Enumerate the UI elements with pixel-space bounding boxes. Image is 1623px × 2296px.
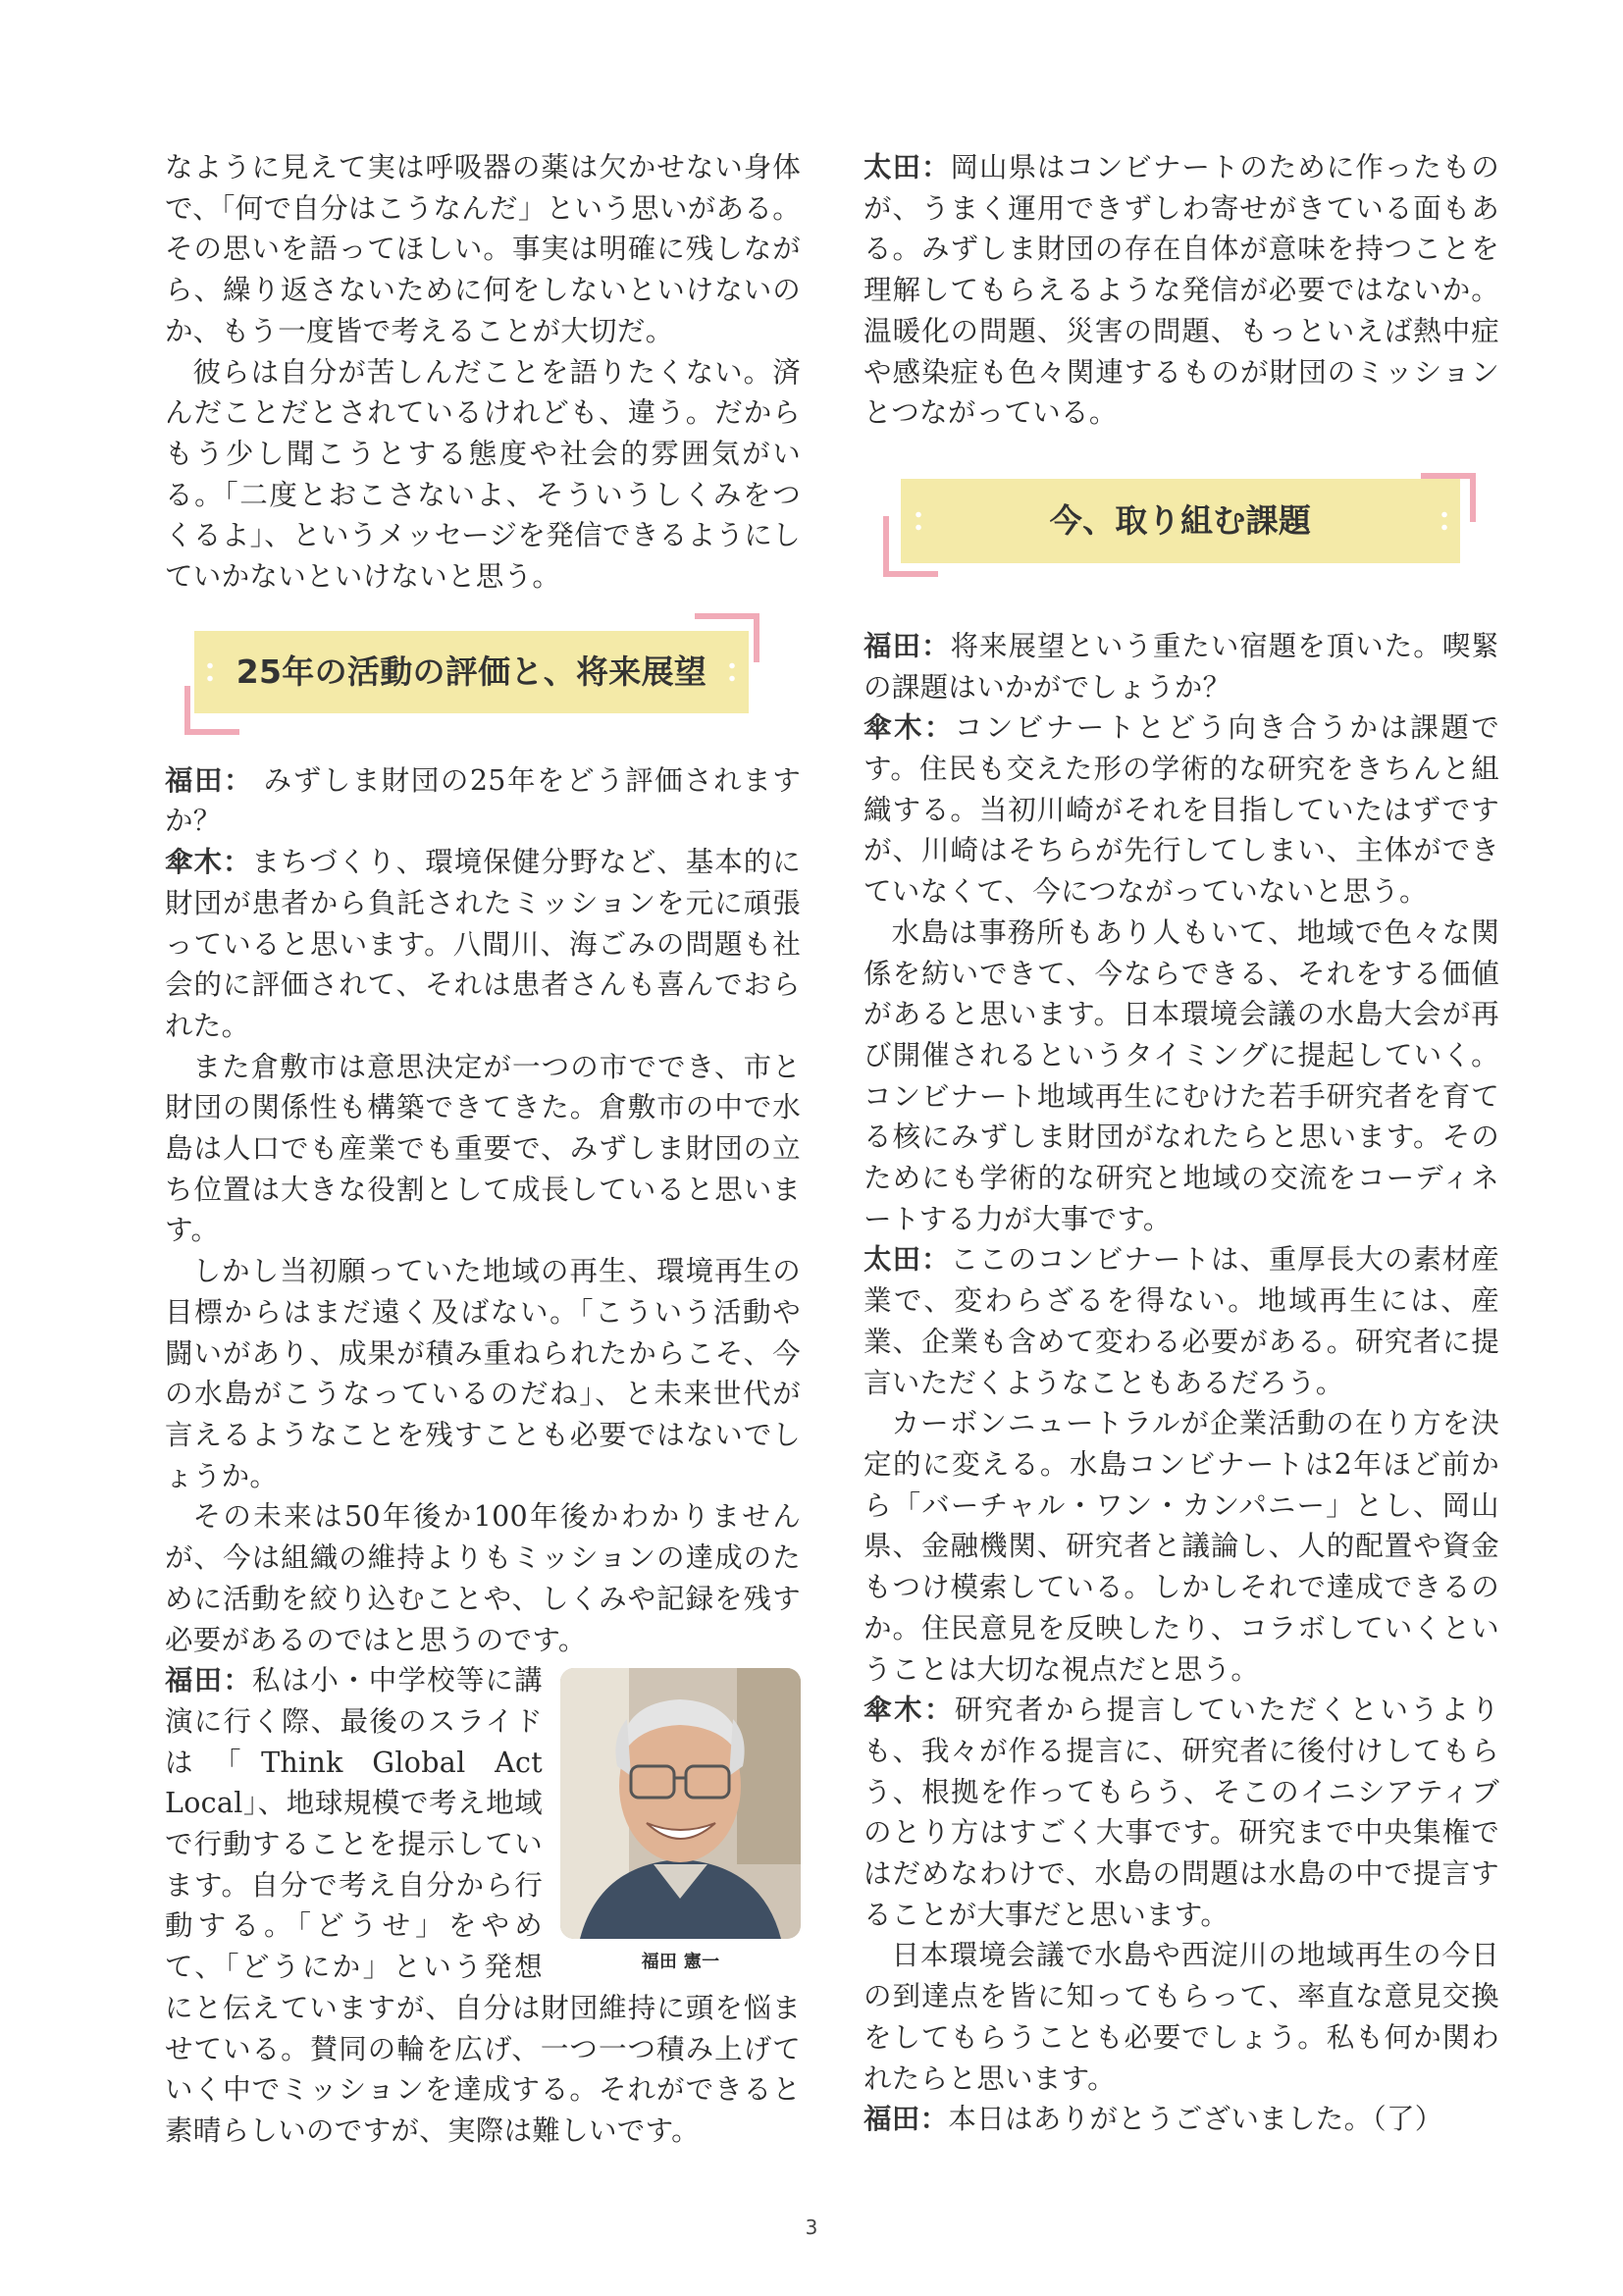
dialogue-text: 研究者から提言していただくというよりも、我々が作る提言に、研究者に後付けしてもらう、根拠を作ってもらう、そこのイニシアティブのとり方はすごく大事です。研究まで中央集権ではだめなわけで、水島の問題は水島の中で提言することが大事だと思います。	[864, 1694, 1500, 1931]
section-heading-left	[165, 598, 801, 760]
portrait-illustration	[560, 1668, 801, 1939]
dialogue-text: 私は小・中学校等に講演に行く際、最後のスライドは「Think Global Act Local」、地球規模で考え地域で行動することを提示しています。自分で考え自分から行動する。「どうせ」をやめて、「どうにか」という発想にと伝えていますが、自分は財団維持に頭を悩ませている。賛同の輪を広げ、一つ一つ積み上げていく中でミッションを達成する。それができると素晴らしいのですが、実際は難しいです。	[165, 1664, 801, 2147]
portrait-photo	[560, 1668, 801, 1939]
section-heading-box	[194, 631, 749, 713]
dialogue-text: ここのコンビナートは、重厚長大の素材産業で、変わらざるを得ない。地域再生には、産業、企業も含めて変わる必要がある。研究者に提言いただくようなこともあるだろう。	[864, 1243, 1500, 1399]
dialogue-block-with-photo	[165, 1660, 801, 2151]
dialogue-block	[864, 626, 1499, 707]
dialogue-block	[165, 842, 801, 1047]
speaker-label: 太田：	[864, 1243, 951, 1277]
dialogue-block	[864, 1403, 1499, 1690]
dialogue-block	[864, 707, 1499, 913]
speaker-label: 福田：	[864, 629, 951, 662]
dots-decoration	[913, 508, 924, 534]
speaker-label: 傘木：	[864, 711, 955, 745]
intro-paragraph: なように見えて実は呼吸器の薬は欠かせない身体で、「何で自分はこうなんだ」という思いがある。その思いを語ってほしい。事実は明確に残しながら、繰り返さないために何をしないといけないのか、もう一度皆で考えることが大切だ。	[165, 151, 801, 347]
dots-decoration	[1439, 508, 1450, 534]
speaker-label: 傘木：	[864, 1694, 955, 1727]
dialogue-text: 水島は事務所もあり人もいて、地域で色々な関係を紡いできて、今ならできる、それをする価値があると思います。日本環境会議の水島大会が再び開催されるというタイミングに提起していく。コンビナート地域再生にむけた若手研究者を育てる核にみずしま財団がなれたらと思います。そのためにも学術的な研究と地域の交流をコーディネートする力が大事です。	[864, 915, 1499, 1235]
intro-paragraph: 彼らは自分が苦しんだことを語りたくない。済んだことだとされているけれども、違う。だからもう少し聞こうとする態度や社会的雰囲気がいる。「二度とおこさないよ、そういうしくみをつくるよ」、というメッセージを発信できるようにしていかないといけないと思う。	[165, 355, 801, 594]
section-heading-text: 25年の活動の評価と、将来展望	[236, 652, 707, 691]
dialogue-block	[864, 913, 1499, 1240]
dialogue-text: カーボンニュートラルが企業活動の在り方を決定的に変える。水島コンビナートは2年ほど前から「バーチャル・ワン・カンパニー」とし、岡山県、金融機関、研究者と議論し、人的配置や資金もつけ模索している。しかしそれで達成できるのか。住民意見を反映したり、コラボしていくということは大切な視点だと思う。	[864, 1407, 1499, 1686]
dialogue-text: 岡山県はコンビナートのために作ったものが、うまく運用できずしわ寄せがきている面もある。みずしま財団の存在自体が意味を持つことを理解してもらえるような発信が必要ではないか。温暖化の問題、災害の問題、もっといえば熱中症や感染症も色々関連するものが財団のミッションとつながっている。	[864, 151, 1500, 430]
speaker-label: 福田：	[165, 763, 254, 797]
section-heading-text: 今、取り組む課題	[1049, 501, 1312, 541]
section-heading-right	[864, 434, 1499, 626]
dialogue-text: まちづくり、環境保健分野など、基本的に財団が患者から負託されたミッションを元に頑張っていると思います。八間川、海ごみの問題も社会的に評価されて、それは患者さんも喜んでおられた。	[165, 846, 801, 1042]
portrait-figure	[560, 1668, 801, 1976]
right-column	[864, 147, 1499, 2140]
dialogue-block	[165, 1251, 801, 1496]
dialogue-block	[864, 147, 1499, 434]
page-number: 3	[805, 2216, 818, 2239]
dialogue-block	[864, 1239, 1499, 1403]
dialogue-text: その未来は50年後か100年後かわかりませんが、今は組織の維持よりもミッションの達成のために活動を絞り込むことや、しくみや記録を残す必要があるのではと思うのです。	[165, 1500, 801, 1656]
dialogue-text: 将来展望という重たい宿題を頂いた。喫緊の課題はいかがでしょうか？	[864, 629, 1500, 704]
dialogue-text: 本日はありがとうございました。（了）	[948, 2103, 1443, 2136]
speaker-label: 福田：	[864, 2103, 949, 2136]
speaker-label: 福田：	[165, 1664, 253, 1697]
dialogue-block	[165, 1496, 801, 1660]
dialogue-block	[864, 1935, 1499, 2099]
speaker-label: 傘木：	[165, 846, 252, 879]
section-heading-box	[901, 479, 1460, 563]
portrait-caption: 福田 憲一	[641, 1952, 720, 1973]
dots-decoration	[204, 659, 216, 685]
speaker-label: 太田：	[864, 151, 951, 183]
dialogue-text: しかし当初願っていた地域の再生、環境再生の目標からはまだ遠く及ばない。「こういう活動や闘いがあり、成果が積み重ねられたからこそ、今の水島がこうなっているのだね」、と未来世代が言えるようなことを残すことも必要ではないでしょうか。	[165, 1255, 801, 1492]
dialogue-text: また倉敷市は意思決定が一つの市ででき、市と財団の関係性も構築できてきた。倉敷市の中で水島は人口でも産業でも重要で、みずしま財団の立ち位置は大きな役割として成長していると思います。	[165, 1050, 801, 1247]
dialogue-text: コンビナートとどう向き合うかは課題です。住民も交えた形の学術的な研究をきちんと組織する。当初川崎がそれを目指していたはずですが、川崎はそちらが先行してしまい、主体ができていなくて、今につながっていないと思う。	[864, 711, 1500, 909]
dialogue-block	[864, 1690, 1499, 1935]
left-column	[165, 147, 801, 2152]
dots-decoration	[726, 659, 738, 685]
dialogue-text: みずしま財団の25年をどう評価されますか？	[165, 763, 802, 838]
dialogue-block	[864, 2099, 1499, 2140]
dialogue-block	[165, 760, 801, 842]
dialogue-text: 日本環境会議で水島や西淀川の地域再生の今日の到達点を皆に知ってもらって、率直な意見交換をしてもらうことも必要でしょう。私も何か関われたらと思います。	[864, 1939, 1499, 2095]
dialogue-block	[165, 1047, 801, 1252]
